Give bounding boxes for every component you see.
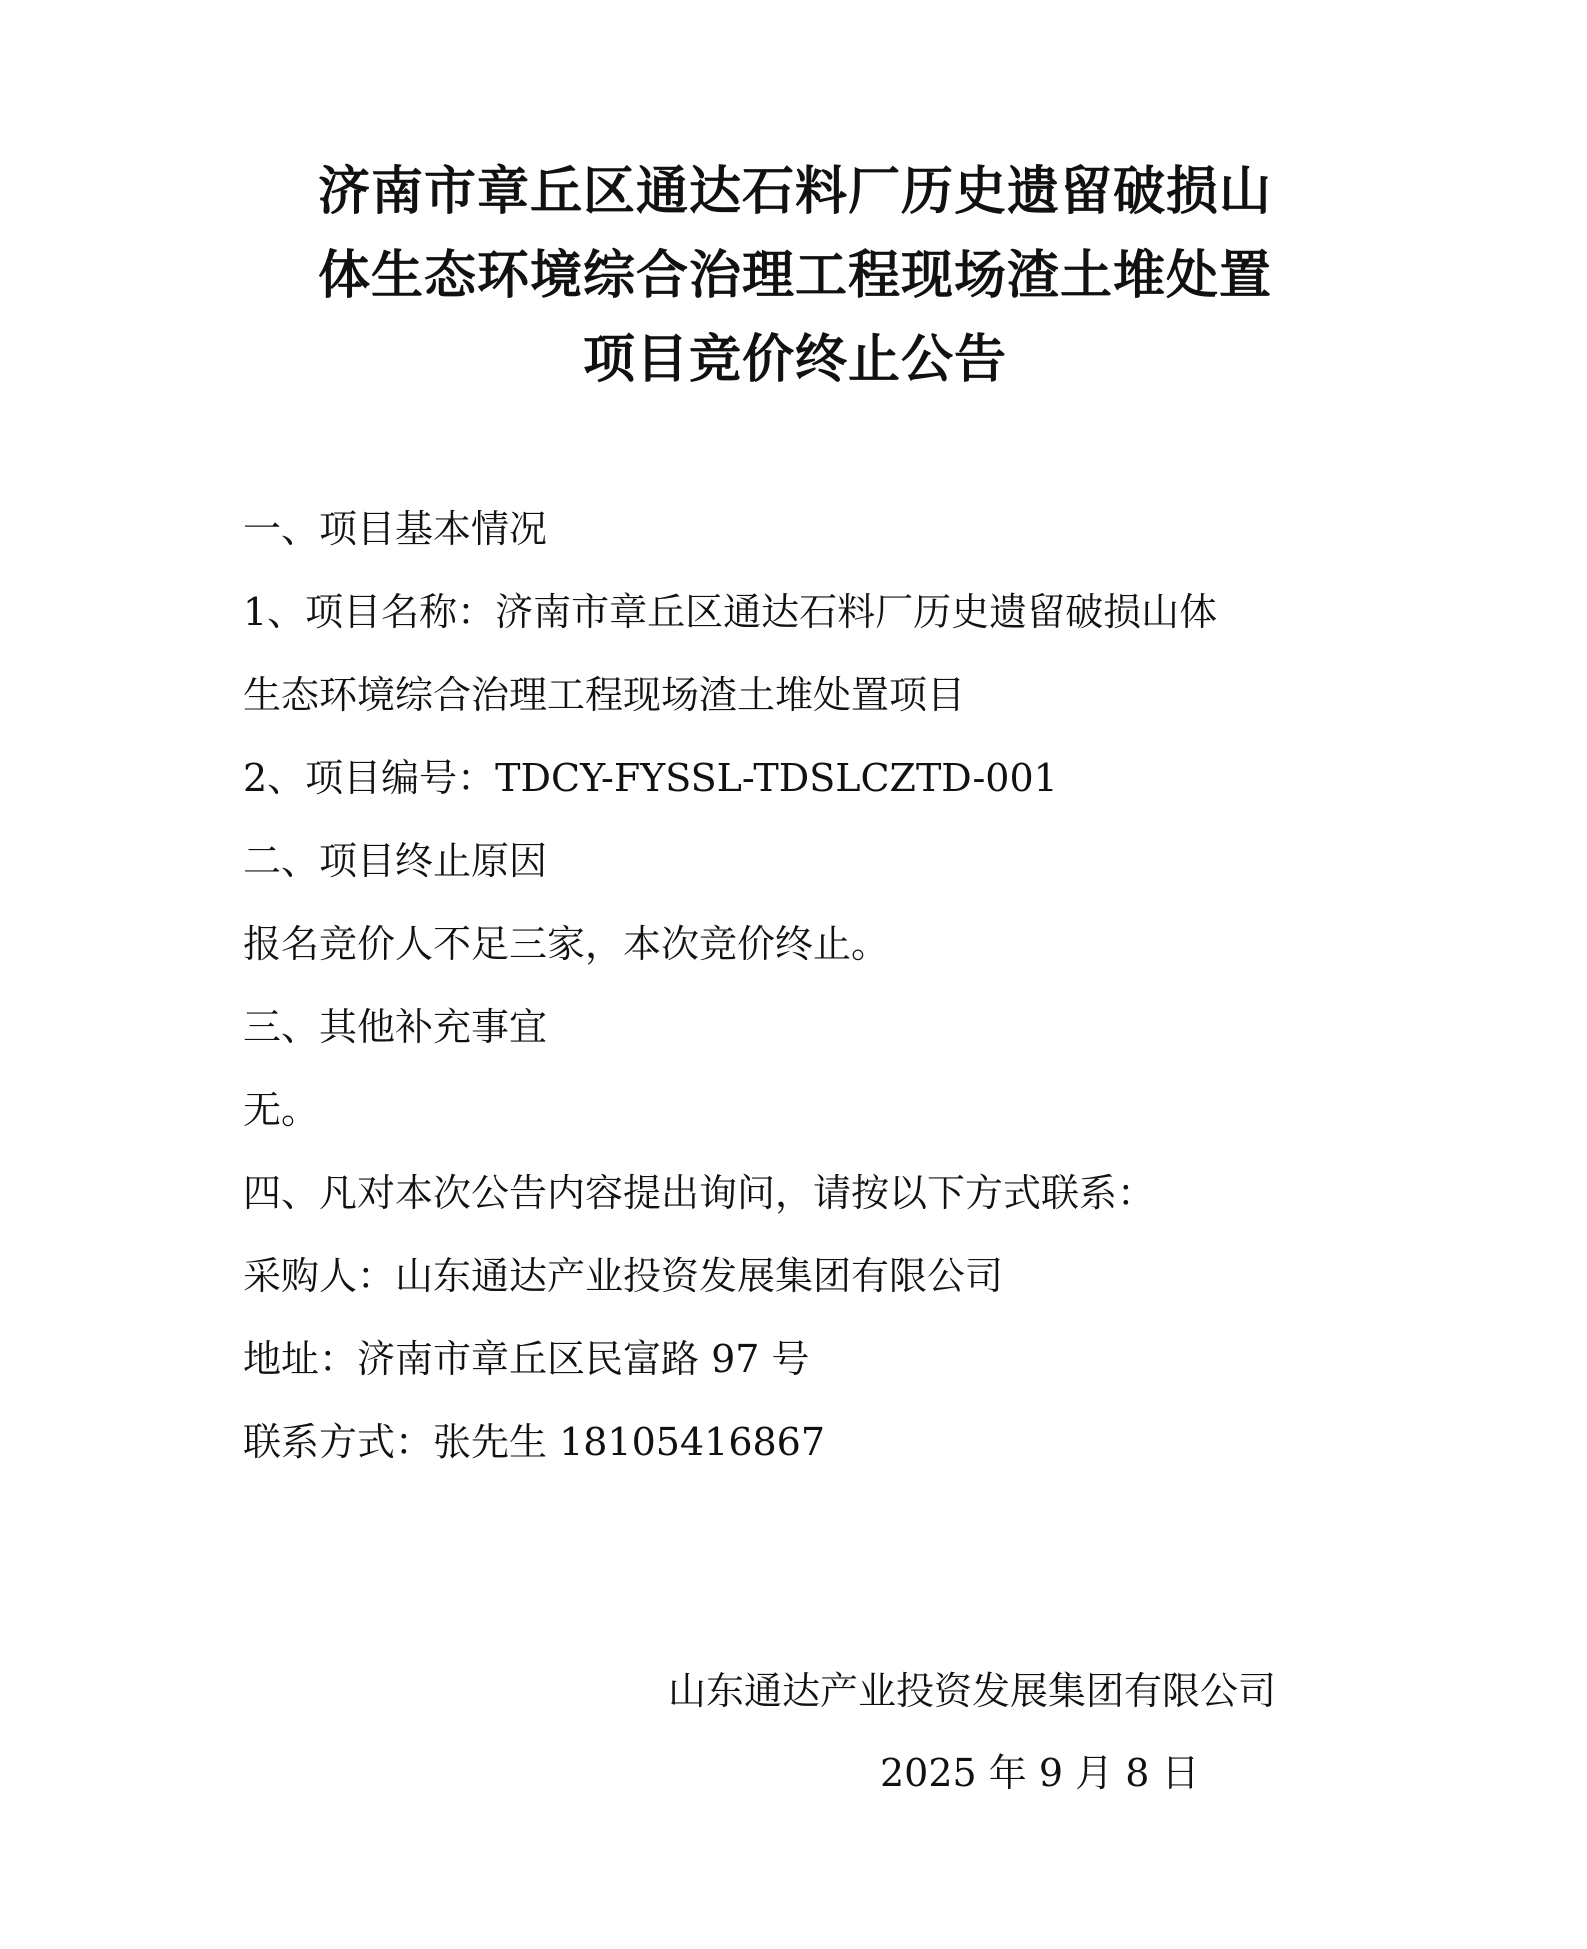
section-heading-basic-info: 一、项目基本情况 bbox=[243, 507, 548, 551]
purchaser-line: 采购人：山东通达产业投资发展集团有限公司 bbox=[243, 1254, 1004, 1298]
termination-reason-text: 报名竞价人不足三家，本次竞价终止。 bbox=[243, 922, 890, 966]
project-name-line-1: 1、项目名称：济南市章丘区通达石料厂历史遗留破损山体 bbox=[243, 590, 1218, 634]
project-name-line-2: 生态环境综合治理工程现场渣土堆处置项目 bbox=[243, 673, 966, 717]
section-heading-contact: 四、凡对本次公告内容提出询问，请按以下方式联系： bbox=[243, 1171, 1156, 1215]
document-body bbox=[243, 488, 1363, 1484]
signature-block bbox=[668, 1650, 1368, 1814]
signature-organization: 山东通达产业投资发展集团有限公司 bbox=[668, 1669, 1277, 1713]
title-line-3: 项目竞价终止公告 bbox=[582, 330, 1007, 390]
title-line-1: 济南市章丘区通达石料厂历史遗留破损山 bbox=[317, 162, 1272, 222]
section-heading-termination-reason: 二、项目终止原因 bbox=[243, 839, 548, 883]
section-heading-other-matters: 三、其他补充事宜 bbox=[243, 1005, 548, 1049]
document-title bbox=[240, 150, 1350, 402]
other-matters-text: 无。 bbox=[243, 1088, 320, 1132]
signature-date: 2025 年 9 月 8 日 bbox=[880, 1751, 1200, 1795]
address-line: 地址：济南市章丘区民富路 97 号 bbox=[243, 1337, 810, 1381]
project-number: 2、项目编号：TDCY-FYSSL-TDSLCZTD-001 bbox=[243, 756, 1058, 800]
contact-line: 联系方式：张先生 18105416867 bbox=[243, 1420, 826, 1464]
title-line-2: 体生态环境综合治理工程现场渣土堆处置 bbox=[317, 246, 1272, 306]
